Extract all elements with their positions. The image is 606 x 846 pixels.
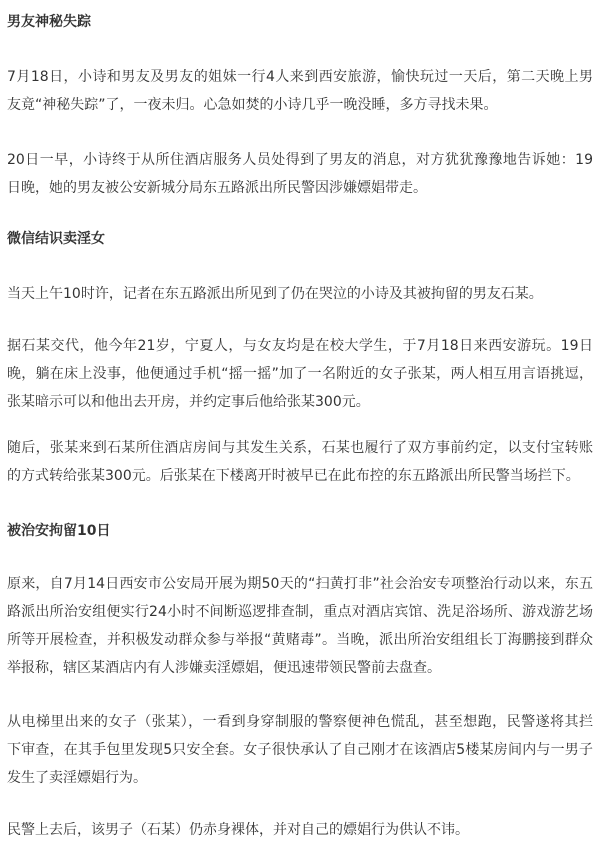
paragraph-line: 20日一早，小诗终于从所住酒店服务人员处得到了男友的消息，对方犹犹豫豫地告诉她：19 bbox=[7, 152, 593, 168]
paragraph bbox=[7, 332, 593, 416]
paragraph-line: 路派出所治安组便实行24小时不间断巡逻排查制，重点对酒店宾馆、洗足浴场所、游戏游艺场 bbox=[7, 604, 593, 620]
paragraph-line: 民警上去后，该男子（石某）仍赤身裸体，并对自己的嫖娼行为供认不讳。 bbox=[7, 822, 469, 838]
paragraph bbox=[7, 280, 593, 308]
section-heading-wechat: 微信结识卖淫女 bbox=[7, 231, 105, 247]
paragraph-line: 的方式转给张某300元。后张某在下楼离开时被早已在此布控的东五路派出所民警当场拦下。 bbox=[7, 468, 580, 484]
paragraph-line: 日晚，她的男友被公安新城分局东五路派出所民警因涉嫌嫖娼带走。 bbox=[7, 180, 427, 196]
paragraph bbox=[7, 570, 593, 682]
paragraph-line: 随后，张某来到石某所住酒店房间与其发生关系，石某也履行了双方事前约定，以支付宝转账 bbox=[7, 440, 593, 456]
paragraph-line: 友竟“神秘失踪”了，一夜未归。心急如焚的小诗几乎一晚没睡，多方寻找未果。 bbox=[7, 97, 498, 113]
paragraph bbox=[7, 146, 593, 202]
paragraph-line: 发生了卖淫嫖娼行为。 bbox=[7, 770, 147, 786]
paragraph-line: 所等开展检查，并积极发动群众参与举报“黄赌毒”。当晚，派出所治安组组长丁海鹏接到群众 bbox=[7, 632, 593, 648]
paragraph-line: 晚，躺在床上没事，他便通过手机“摇一摇”加了一名附近的女子张某，两人相互用言语挑逗， bbox=[7, 366, 593, 382]
paragraph-line: 举报称，辖区某酒店内有人涉嫌卖淫嫖娼，便迅速带领民警前去盘查。 bbox=[7, 660, 441, 676]
paragraph bbox=[7, 816, 593, 844]
section-heading-boyfriend-missing: 男友神秘失踪 bbox=[7, 14, 91, 30]
paragraph-line: 下审查，在其手包里发现5只安全套。女子很快承认了自己刚才在该酒店5楼某房间内与一男子 bbox=[7, 742, 593, 758]
paragraph bbox=[7, 434, 593, 490]
paragraph-line: 据石某交代，他今年21岁，宁夏人，与女友均是在校大学生，于7月18日来西安游玩。19日 bbox=[7, 338, 593, 354]
paragraph-line: 7月18日，小诗和男友及男友的姐妹一行4人来到西安旅游，愉快玩过一天后，第二天晚上男 bbox=[7, 69, 593, 85]
section-heading-detention: 被治安拘留10日 bbox=[7, 523, 111, 539]
paragraph-line: 张某暗示可以和他出去开房，并约定事后他给张某300元。 bbox=[7, 394, 370, 410]
paragraph-line: 原来，自7月14日西安市公安局开展为期50天的“扫黄打非”社会治安专项整治行动以来，东五 bbox=[7, 576, 593, 592]
paragraph bbox=[7, 63, 593, 119]
paragraph-line: 当天上午10时许，记者在东五路派出所见到了仍在哭泣的小诗及其被拘留的男友石某。 bbox=[7, 286, 543, 302]
paragraph bbox=[7, 708, 593, 792]
paragraph-line: 从电梯里出来的女子（张某），一看到身穿制服的警察便神色慌乱，甚至想跑，民警遂将其拦 bbox=[7, 714, 593, 730]
